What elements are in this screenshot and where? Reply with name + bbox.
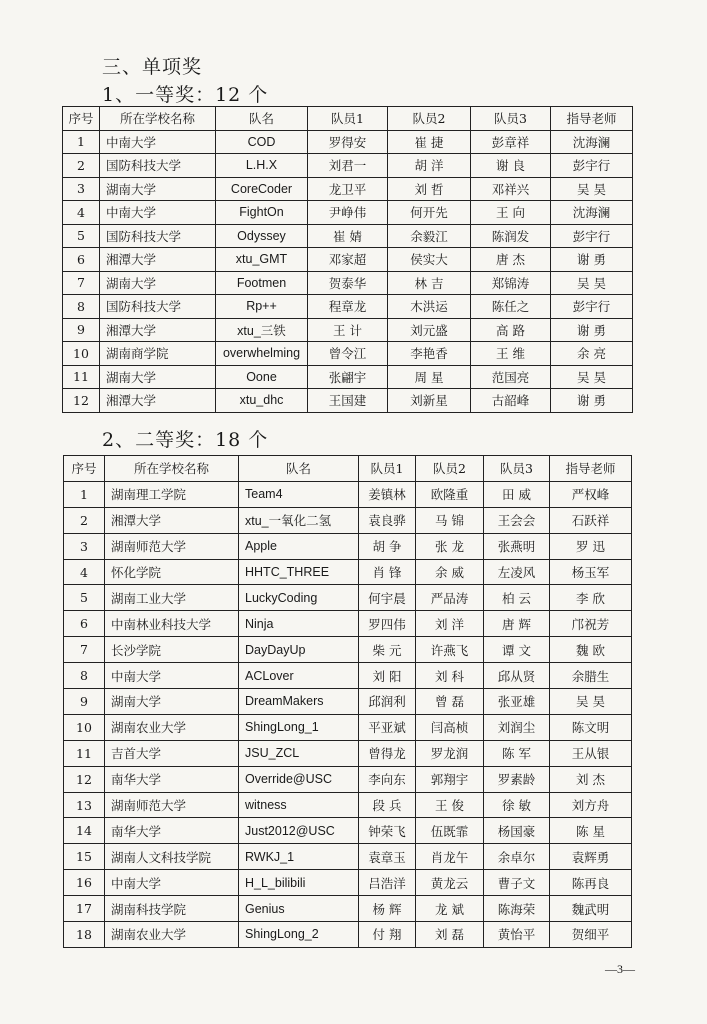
table-cell: 中南大学	[105, 663, 239, 689]
column-header: 指导老师	[550, 456, 632, 482]
table-cell: 胡 洋	[388, 154, 471, 178]
table-cell: 贺泰华	[308, 271, 388, 295]
table-cell: 17	[64, 896, 105, 922]
table-cell: 刘 哲	[388, 177, 471, 201]
table-cell: 刘元盛	[388, 318, 471, 342]
table-cell: 陈 军	[484, 740, 550, 766]
table-cell: xtu_GMT	[216, 248, 308, 272]
table-cell: 吉首大学	[105, 740, 239, 766]
table-cell: 龙 斌	[416, 896, 484, 922]
table-cell: 彭宇行	[551, 154, 633, 178]
table-cell: 余 威	[416, 559, 484, 585]
column-header: 所在学校名称	[105, 456, 239, 482]
table-cell: 湖南理工学院	[105, 481, 239, 507]
column-header: 队员3	[471, 107, 551, 131]
table-cell: 14	[64, 818, 105, 844]
table-row	[64, 637, 632, 663]
table-cell: ShingLong_1	[239, 714, 359, 740]
table-cell: 曹子文	[484, 870, 550, 896]
table-cell: 肖龙午	[416, 844, 484, 870]
table-cell: 1	[64, 481, 105, 507]
table-cell: 袁辉勇	[550, 844, 632, 870]
table-cell: 长沙学院	[105, 637, 239, 663]
table-cell: LuckyCoding	[239, 585, 359, 611]
table-row	[63, 295, 633, 319]
table-cell: 吴 昊	[551, 271, 633, 295]
column-header: 序号	[63, 107, 100, 131]
table-row	[63, 271, 633, 295]
table-header-row	[64, 456, 632, 482]
table-cell: 陈润发	[471, 224, 551, 248]
table-cell: 陈任之	[471, 295, 551, 319]
table-cell: JSU_ZCL	[239, 740, 359, 766]
table-cell: 陈 星	[550, 818, 632, 844]
table-cell: 湖南农业大学	[105, 714, 239, 740]
table-cell: Rp++	[216, 295, 308, 319]
table-cell: 余腊生	[550, 663, 632, 689]
table-cell: 刘君一	[308, 154, 388, 178]
table-cell: 魏 欧	[550, 637, 632, 663]
table-cell: 湖南师范大学	[105, 533, 239, 559]
table-cell: 闫高桢	[416, 714, 484, 740]
table-cell: xtu_一氧化二氢	[239, 507, 359, 533]
table-cell: 余 亮	[551, 342, 633, 366]
table-cell: 刘新星	[388, 389, 471, 413]
table-cell: 湖南大学	[100, 271, 216, 295]
second-prize-heading: 2、二等奖：18 个	[102, 429, 269, 451]
table-cell: 沈海澜	[551, 201, 633, 225]
table-cell: 邝祝芳	[550, 611, 632, 637]
table-cell: 姜镇林	[359, 481, 416, 507]
table-cell: 刘 杰	[550, 766, 632, 792]
table-cell: 刘 阳	[359, 663, 416, 689]
table-row	[63, 177, 633, 201]
table-cell: 谢 勇	[551, 248, 633, 272]
table-cell: 16	[64, 870, 105, 896]
table-cell: 李 欣	[550, 585, 632, 611]
table-cell: 尹峥伟	[308, 201, 388, 225]
table-cell: 龙卫平	[308, 177, 388, 201]
table-row	[64, 818, 632, 844]
table-cell: 张翩宇	[308, 365, 388, 389]
table-row	[63, 389, 633, 413]
first-prize-table	[62, 106, 633, 413]
table-row	[64, 896, 632, 922]
table-cell: 袁章玉	[359, 844, 416, 870]
table-cell: 罗四伟	[359, 611, 416, 637]
table-cell: Odyssey	[216, 224, 308, 248]
table-cell: 6	[64, 611, 105, 637]
table-cell: 李艳香	[388, 342, 471, 366]
table-cell: 4	[63, 201, 100, 225]
table-cell: 彭宇行	[551, 295, 633, 319]
table-cell: 湘潭大学	[105, 507, 239, 533]
table-cell: 湖南大学	[100, 177, 216, 201]
table-cell: 湖南人文科技学院	[105, 844, 239, 870]
table-cell: 1	[63, 130, 100, 154]
table-cell: 唐 辉	[484, 611, 550, 637]
table-cell: 12	[64, 766, 105, 792]
table-cell: 罗龙润	[416, 740, 484, 766]
column-header: 队员2	[388, 107, 471, 131]
table-cell: 彭章祥	[471, 130, 551, 154]
table-cell: 罗得安	[308, 130, 388, 154]
table-cell: 6	[63, 248, 100, 272]
table-cell: 刘 磊	[416, 922, 484, 948]
table-cell: 7	[63, 271, 100, 295]
table-cell: 何宇晨	[359, 585, 416, 611]
table-row	[64, 689, 632, 715]
table-cell: 10	[64, 714, 105, 740]
table-cell: Apple	[239, 533, 359, 559]
table-row	[64, 507, 632, 533]
table-cell: 杨 辉	[359, 896, 416, 922]
table-cell: 贺细平	[550, 922, 632, 948]
table-cell: 崔 婧	[308, 224, 388, 248]
table-cell: 林 吉	[388, 271, 471, 295]
column-header: 队名	[239, 456, 359, 482]
table-row	[64, 533, 632, 559]
table-cell: 王国建	[308, 389, 388, 413]
table-cell: 伍既霏	[416, 818, 484, 844]
table-cell: 湖南大学	[105, 689, 239, 715]
table-row	[64, 922, 632, 948]
table-cell: 严品涛	[416, 585, 484, 611]
table-cell: 中南林业科技大学	[105, 611, 239, 637]
table-row	[64, 766, 632, 792]
table-cell: 余毅江	[388, 224, 471, 248]
table-cell: 7	[64, 637, 105, 663]
table-cell: 邱润利	[359, 689, 416, 715]
table-row	[64, 585, 632, 611]
table-cell: witness	[239, 792, 359, 818]
table-cell: 5	[64, 585, 105, 611]
table-cell: 5	[63, 224, 100, 248]
table-cell: 国防科技大学	[100, 295, 216, 319]
table-cell: 8	[64, 663, 105, 689]
table-cell: 曾 磊	[416, 689, 484, 715]
table-cell: H_L_bilibili	[239, 870, 359, 896]
table-cell: overwhelming	[216, 342, 308, 366]
table-cell: 12	[63, 389, 100, 413]
table-cell: 11	[64, 740, 105, 766]
table-cell: 2	[64, 507, 105, 533]
table-cell: 3	[64, 533, 105, 559]
table-cell: 范国亮	[471, 365, 551, 389]
table-cell: 陈文明	[550, 714, 632, 740]
table-cell: 杨国豪	[484, 818, 550, 844]
table-cell: 郭翔宇	[416, 766, 484, 792]
table-cell: 唐 杰	[471, 248, 551, 272]
table-cell: ShingLong_2	[239, 922, 359, 948]
table-cell: Ninja	[239, 611, 359, 637]
table-cell: 国防科技大学	[100, 224, 216, 248]
table-cell: HHTC_THREE	[239, 559, 359, 585]
table-cell: 9	[64, 689, 105, 715]
table-row	[64, 663, 632, 689]
table-cell: 古韶峰	[471, 389, 551, 413]
table-cell: 湖南科技学院	[105, 896, 239, 922]
table-cell: 肖 锋	[359, 559, 416, 585]
table-row	[63, 224, 633, 248]
table-cell: 胡 争	[359, 533, 416, 559]
table-cell: Override@USC	[239, 766, 359, 792]
table-cell: 18	[64, 922, 105, 948]
column-header: 序号	[64, 456, 105, 482]
table-cell: 杨玉军	[550, 559, 632, 585]
table-row	[63, 342, 633, 366]
table-cell: 余卓尔	[484, 844, 550, 870]
table-cell: 魏武明	[550, 896, 632, 922]
table-cell: 吴 昊	[551, 365, 633, 389]
table-cell: 邱从贤	[484, 663, 550, 689]
table-cell: 邓祥兴	[471, 177, 551, 201]
table-cell: 湖南工业大学	[105, 585, 239, 611]
table-cell: 中南大学	[100, 201, 216, 225]
table-row	[63, 318, 633, 342]
table-cell: 吕浩洋	[359, 870, 416, 896]
table-cell: 湘潭大学	[100, 318, 216, 342]
table-cell: 王 维	[471, 342, 551, 366]
table-cell: 4	[64, 559, 105, 585]
table-cell: 黄龙云	[416, 870, 484, 896]
table-cell: RWKJ_1	[239, 844, 359, 870]
table-cell: COD	[216, 130, 308, 154]
table-cell: 罗素龄	[484, 766, 550, 792]
table-row	[64, 559, 632, 585]
table-cell: 2	[63, 154, 100, 178]
table-cell: 严权峰	[550, 481, 632, 507]
table-cell: 谢 勇	[551, 318, 633, 342]
table-cell: 曾令江	[308, 342, 388, 366]
table-cell: Footmen	[216, 271, 308, 295]
table-row	[64, 870, 632, 896]
table-row	[63, 154, 633, 178]
table-cell: 中南大学	[100, 130, 216, 154]
table-cell: 谢 勇	[551, 389, 633, 413]
table-row	[63, 201, 633, 225]
table-cell: 沈海澜	[551, 130, 633, 154]
table-cell: 张燕明	[484, 533, 550, 559]
table-cell: FightOn	[216, 201, 308, 225]
table-cell: 湖南农业大学	[105, 922, 239, 948]
table-cell: 左凌风	[484, 559, 550, 585]
table-cell: 崔 捷	[388, 130, 471, 154]
table-cell: 9	[63, 318, 100, 342]
table-row	[63, 365, 633, 389]
table-cell: 南华大学	[105, 766, 239, 792]
column-header: 队员1	[359, 456, 416, 482]
table-cell: 黄怡平	[484, 922, 550, 948]
table-cell: 徐 敏	[484, 792, 550, 818]
table-cell: 石跃祥	[550, 507, 632, 533]
table-cell: 陈海荣	[484, 896, 550, 922]
table-cell: 付 翔	[359, 922, 416, 948]
table-row	[64, 740, 632, 766]
table-cell: 湖南商学院	[100, 342, 216, 366]
table-cell: 刘润尘	[484, 714, 550, 740]
table-cell: 郑锦涛	[471, 271, 551, 295]
column-header: 指导老师	[551, 107, 633, 131]
column-header: 队名	[216, 107, 308, 131]
table-cell: 吴 昊	[550, 689, 632, 715]
table-row	[63, 248, 633, 272]
table-cell: 张 龙	[416, 533, 484, 559]
table-cell: 湖南大学	[100, 365, 216, 389]
table-cell: 高 路	[471, 318, 551, 342]
table-cell: 王 计	[308, 318, 388, 342]
table-cell: 刘 科	[416, 663, 484, 689]
table-cell: 王 俊	[416, 792, 484, 818]
table-cell: 何开先	[388, 201, 471, 225]
table-cell: 3	[63, 177, 100, 201]
table-cell: 彭宇行	[551, 224, 633, 248]
table-cell: Genius	[239, 896, 359, 922]
table-row	[64, 481, 632, 507]
table-cell: 湘潭大学	[100, 248, 216, 272]
column-header: 队员1	[308, 107, 388, 131]
table-cell: 木洪运	[388, 295, 471, 319]
table-cell: 许燕飞	[416, 637, 484, 663]
column-header: 队员2	[416, 456, 484, 482]
table-cell: Oone	[216, 365, 308, 389]
table-cell: 李向东	[359, 766, 416, 792]
table-cell: 陈再良	[550, 870, 632, 896]
table-row	[64, 792, 632, 818]
table-cell: 欧隆重	[416, 481, 484, 507]
table-cell: DreamMakers	[239, 689, 359, 715]
table-cell: 10	[63, 342, 100, 366]
table-row	[64, 844, 632, 870]
table-cell: DayDayUp	[239, 637, 359, 663]
table-cell: 马 锦	[416, 507, 484, 533]
table-cell: 湖南师范大学	[105, 792, 239, 818]
table-cell: 曾得龙	[359, 740, 416, 766]
table-cell: 刘 洋	[416, 611, 484, 637]
table-cell: ACLover	[239, 663, 359, 689]
table-cell: Team4	[239, 481, 359, 507]
table-cell: 柏 云	[484, 585, 550, 611]
second-prize-table	[63, 455, 632, 948]
table-cell: 王会会	[484, 507, 550, 533]
table-cell: 刘方舟	[550, 792, 632, 818]
table-cell: 国防科技大学	[100, 154, 216, 178]
table-cell: 王从银	[550, 740, 632, 766]
table-cell: 南华大学	[105, 818, 239, 844]
table-cell: 吴 昊	[551, 177, 633, 201]
table-cell: 柴 元	[359, 637, 416, 663]
section-heading: 三、单项奖	[102, 56, 203, 78]
table-cell: xtu_dhc	[216, 389, 308, 413]
table-row	[63, 130, 633, 154]
table-cell: 钟荣飞	[359, 818, 416, 844]
table-cell: CoreCoder	[216, 177, 308, 201]
table-cell: 田 威	[484, 481, 550, 507]
first-prize-heading: 1、一等奖：12 个	[102, 84, 269, 106]
table-cell: L.H.X	[216, 154, 308, 178]
table-cell: 平亚斌	[359, 714, 416, 740]
table-cell: 中南大学	[105, 870, 239, 896]
table-cell: 程章龙	[308, 295, 388, 319]
table-row	[64, 714, 632, 740]
table-cell: 侯实大	[388, 248, 471, 272]
column-header: 所在学校名称	[100, 107, 216, 131]
table-cell: 15	[64, 844, 105, 870]
table-cell: 张亚雄	[484, 689, 550, 715]
table-cell: 谭 文	[484, 637, 550, 663]
table-cell: 周 星	[388, 365, 471, 389]
table-cell: xtu_三铁	[216, 318, 308, 342]
table-cell: 11	[63, 365, 100, 389]
table-cell: 谢 良	[471, 154, 551, 178]
table-cell: 王 向	[471, 201, 551, 225]
table-cell: Just2012@USC	[239, 818, 359, 844]
table-cell: 邓家超	[308, 248, 388, 272]
table-cell: 湘潭大学	[100, 389, 216, 413]
table-cell: 段 兵	[359, 792, 416, 818]
page-number: —3—	[605, 962, 635, 976]
table-cell: 8	[63, 295, 100, 319]
column-header: 队员3	[484, 456, 550, 482]
table-cell: 怀化学院	[105, 559, 239, 585]
table-cell: 罗 迅	[550, 533, 632, 559]
table-cell: 袁良骅	[359, 507, 416, 533]
table-cell: 13	[64, 792, 105, 818]
table-header-row	[63, 107, 633, 131]
table-row	[64, 611, 632, 637]
